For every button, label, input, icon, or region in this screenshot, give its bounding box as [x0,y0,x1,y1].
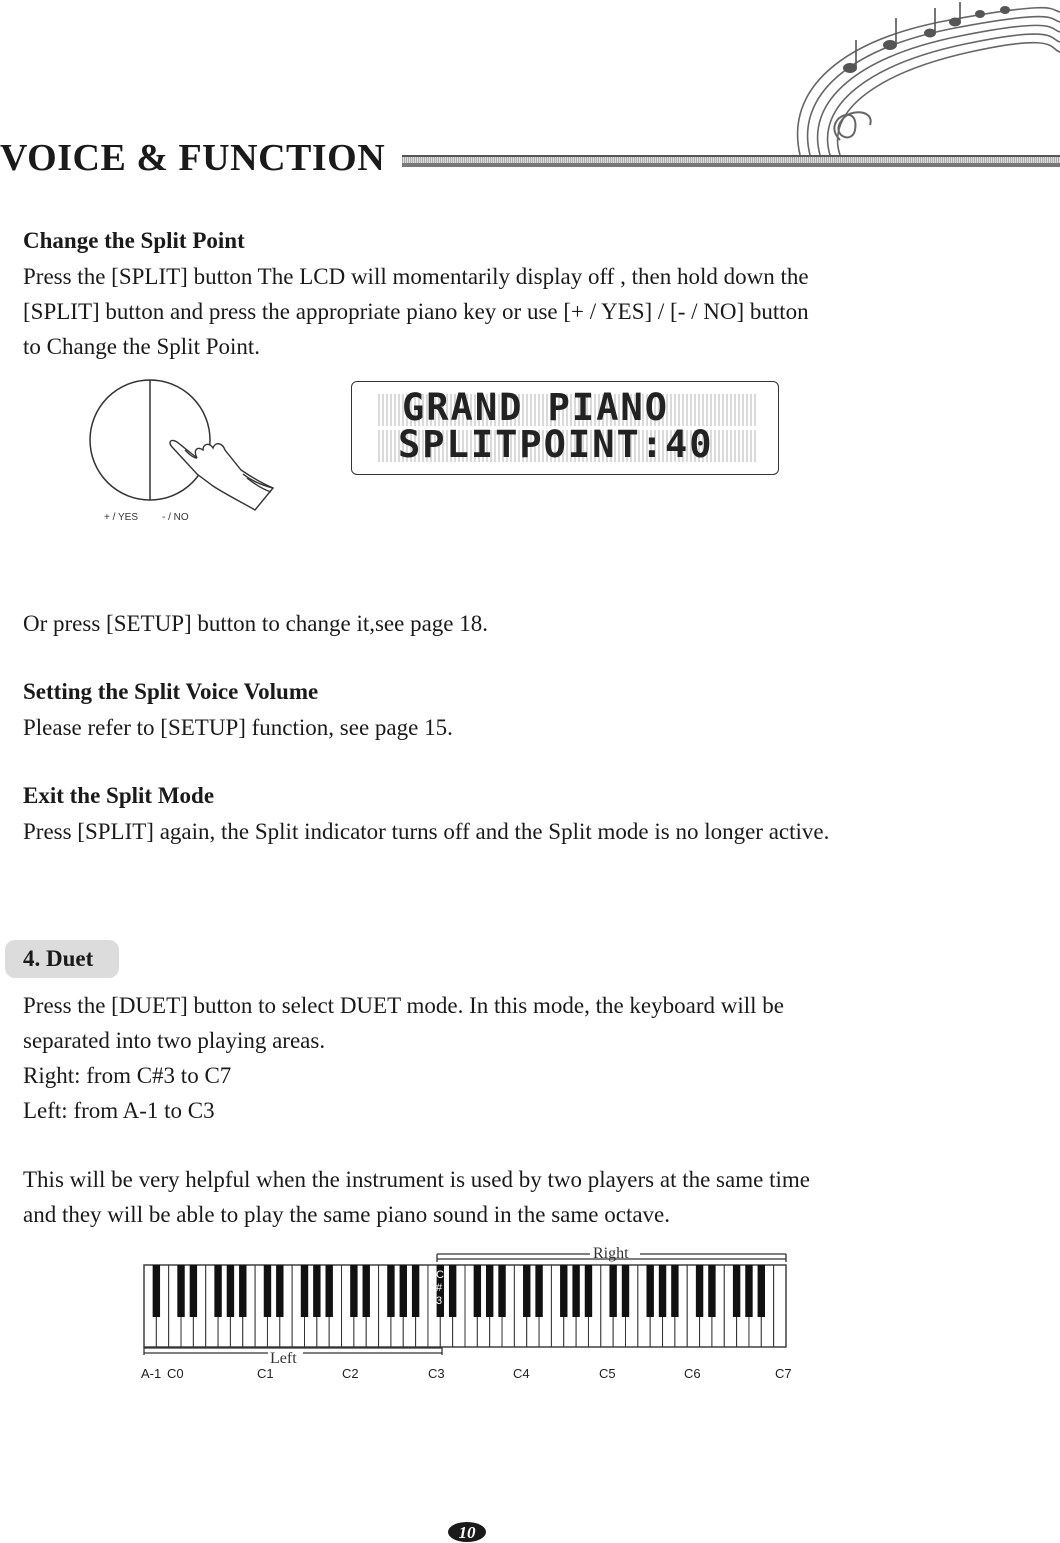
octave-label-c5: C5 [599,1366,616,1381]
black-key [671,1265,678,1317]
octave-label-c4: C4 [513,1366,530,1381]
octave-label-c6: C6 [684,1366,701,1381]
page-number: 10 [458,1523,476,1542]
black-key [622,1265,629,1317]
black-key [585,1265,592,1317]
lcd-display [351,381,779,475]
black-key [227,1265,234,1317]
black-key [733,1265,740,1317]
dial-minus-label: - / NO [162,512,189,523]
white-key [774,1265,786,1347]
lcd-line-2: SPLITPOINT:40 [398,423,714,466]
black-key [313,1265,320,1317]
split-point-line-3: to Change the Split Point. [23,334,261,359]
split-volume-heading: Setting the Split Voice Volume [23,679,319,704]
split-point-line-1: Press the [SPLIT] button The LCD will momentarily display off , then hold down the [23,264,809,289]
music-notes-decoration [780,0,1060,160]
black-key [498,1265,505,1317]
black-key [190,1265,197,1317]
black-key [264,1265,271,1317]
duet-line-4: Left: from A-1 to C3 [23,1098,215,1123]
lcd-line-1: GRAND PIANO [402,386,670,429]
black-key [696,1265,703,1317]
octave-label-c1: C1 [257,1366,274,1381]
black-key [758,1265,765,1317]
yes-no-dial-illustration [85,378,285,513]
black-key [659,1265,666,1317]
split-point-line-2: [SPLIT] button and press the appropriate piano key or use [+ / YES] / [- / NO] button [23,299,809,324]
black-key [449,1265,456,1317]
split-point-heading: Change the Split Point [23,228,245,253]
black-key [153,1265,160,1317]
duet-line-2: separated into two playing areas. [23,1028,326,1053]
black-key [474,1265,481,1317]
page-title: VOICE & FUNCTION [0,137,386,179]
duet-note-line-1: This will be very helpful when the instrument is used by two players at the same time [23,1167,810,1192]
black-key [646,1265,653,1317]
setup-note: Or press [SETUP] button to change it,see page 18. [23,611,489,636]
duet-line-3: Right: from C#3 to C7 [23,1063,232,1088]
duet-keyboard-diagram [140,1243,800,1393]
left-range-label: Left [270,1350,297,1367]
black-key [177,1265,184,1317]
black-key [276,1265,283,1317]
black-key [609,1265,616,1317]
page-number-badge [447,1521,487,1543]
black-key [325,1265,332,1317]
black-key [214,1265,221,1317]
black-key [560,1265,567,1317]
split-key-marker-3: 3 [436,1295,443,1307]
octave-label-c7: C7 [775,1366,792,1381]
black-key [387,1265,394,1317]
black-key [708,1265,715,1317]
octave-label-c0: C0 [167,1366,184,1381]
split-key-marker-sharp: # [436,1282,443,1294]
right-range-label: Right [593,1245,629,1262]
octave-label-a-1: A-1 [141,1366,162,1381]
duet-line-1: Press the [DUET] button to select DUET mode. In this mode, the keyboard will be [23,993,784,1018]
dial-plus-label: + / YES [104,512,139,523]
black-key [412,1265,419,1317]
duet-note-line-2: and they will be able to play the same piano sound in the same octave. [23,1202,671,1227]
exit-split-heading: Exit the Split Mode [23,783,215,808]
duet-heading: 4. Duet [23,946,94,971]
exit-split-text: Press [SPLIT] again, the Split indicator turns off and the Split mode is no longer active. [23,819,830,844]
black-key [363,1265,370,1317]
black-key [523,1265,530,1317]
octave-label-c3: C3 [428,1366,445,1381]
black-key [301,1265,308,1317]
split-volume-text: Please refer to [SETUP] function, see page 15. [23,715,453,740]
black-key [350,1265,357,1317]
black-key [486,1265,493,1317]
black-key [239,1265,246,1317]
title-rule [402,155,1060,167]
octave-label-c2: C2 [342,1366,359,1381]
black-key [535,1265,542,1317]
black-key [745,1265,752,1317]
split-key-marker-c: C [436,1269,444,1281]
black-key [572,1265,579,1317]
black-key [400,1265,407,1317]
